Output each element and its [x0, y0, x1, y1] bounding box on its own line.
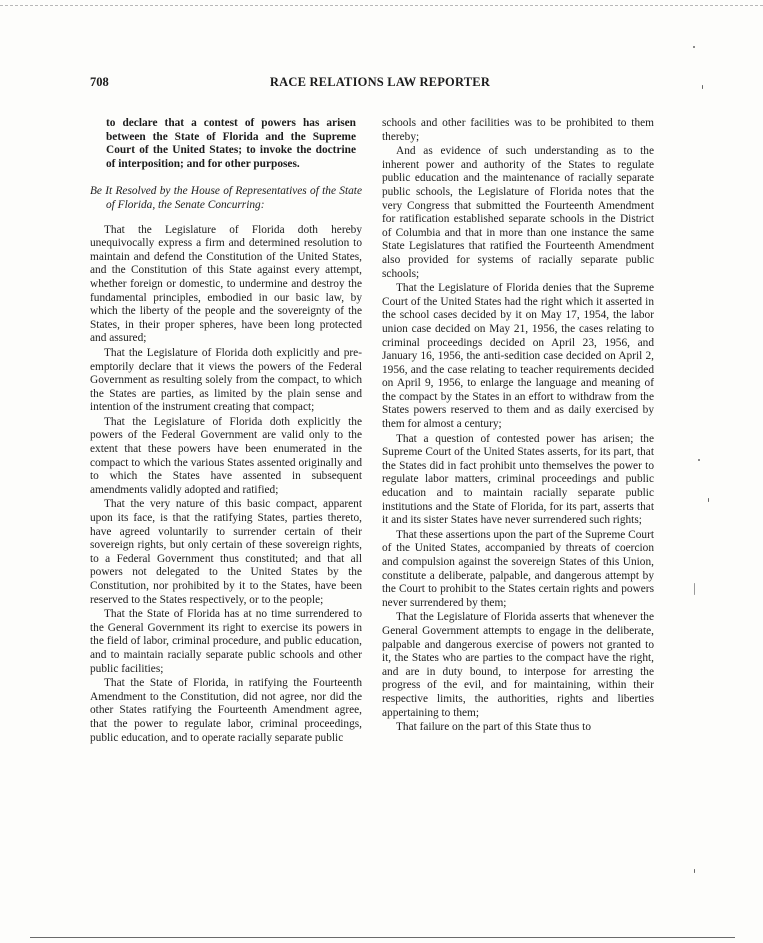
scan-speck — [693, 46, 695, 48]
paragraph: That the State of Florida, in ratifying the Fourteenth Amendment to the Constitution, did not agree, nor did the other States ratifying the Fourteenth Amendment agree, that the power to regulate labor, criminal proceedings, public education, and to operate racially separate public — [90, 677, 362, 744]
right-column — [382, 117, 654, 735]
running-head: RACE RELATIONS LAW REPORTER — [269, 75, 491, 89]
resolution-title: to declare that a contest of powers has arisen between the State of Florida and the Supreme Court of the United States; to invoke the doctrine of interposition; and for other purposes. — [106, 117, 356, 170]
paragraph: That the Legislature of Florida denies that the Supreme Court of the United States had the right which it asserted in the school cases decided by it on May 17, 1954, the labor union case decided on May 21, 1956, the cases relating to criminal proceedings decided on April 23, 1956, and January 16, 1956, the anti-sedition case decided on April 2, 1956, and the case relating to teacher requirements decided on April 9, 1956, to enlarge the language and meaning of the compact by the States in an effort to withdraw from the States powers reserved to them and as daily exercised by them for almost a century; — [382, 282, 654, 431]
page-header — [90, 75, 670, 91]
paragraph: That the Legislature of Florida asserts that whenever the General Government attempts to engage in the deliberate, palpable and dangerous exercise of powers not granted to it, the States who are parties to the compact have the right, and are in duty bound, to interpose for arresting the progress of the evil, and for maintaining, within their respective limits, the authorities, rights and liberties appertaining to them; — [382, 611, 654, 719]
scan-speck — [694, 583, 695, 595]
paragraph: That the Legislature of Florida doth explicitly and pre-emptorily declare that it views the powers of the Federal Government as resulting solely from the compact, to which the States are parties, as limited by the plain sense and intention of the instrument creating that compact; — [90, 346, 362, 414]
page-number: 708 — [90, 75, 109, 89]
left-column — [90, 117, 362, 745]
scan-speck — [694, 869, 695, 873]
paragraph: That a question of contested power has arisen; the Supreme Court of the United States asserts, for its part, that the States did in fact prohibit unto themselves the power to regulate labor matters, criminal proceedings and public education and to maintain racially separate public institutions and the State of Florida, for its part, asserts that it and its sister States have never surrendered such rights; — [382, 432, 654, 527]
paragraph: That the Legislature of Florida doth explicitly the powers of the Federal Government are valid only to the extent that these powers have been enumerated in the compact to which the various States assented originally and to which the States have assented in subsequent amendments validly adopted and ratified; — [90, 415, 362, 496]
paragraph: That the State of Florida has at no time surrendered to the General Government its right to exercise its powers in the field of labor, criminal procedure, and public education, and to maintain racially separate public schools and other public facilities; — [90, 608, 362, 675]
paragraph: That these assertions upon the part of the Supreme Court of the United States, accompanied by threats of coercion and compulsion against the sovereign States of this Union, constitute a deliberate, palpable, and dangerous attempt by the Court to prohibit to the States certain rights and powers never surrendered by them; — [382, 528, 655, 609]
paragraph: That the Legislature of Florida doth hereby unequivocally express a firm and determined resolution to maintain and defend the Constitution of the United States, and the Constitution of this State against every attempt, whether foreign or domestic, to undermine and destroy the fundamental principles, embodied in our basic law, by which the liberty of the people and the sovereignty of the States, in their proper spheres, have been long protected and assured; — [90, 223, 362, 345]
paragraph: And as evidence of such understanding as to the inherent power and authority of the States to regulate public education and the maintenance of racially separate public schools, the Legislature of Florida notes that the very Congress that submitted the Fourteenth Amendment for ratification established separate schools in the District of Columbia and that in more than one instance the same State Legislatures that ratified the Fourteenth Amendment also provided for systems of racially separate public schools; — [382, 145, 654, 280]
scan-speck — [698, 459, 700, 461]
scan-speck — [708, 498, 709, 502]
scan-bottom-edge — [30, 937, 735, 938]
continued-paragraph: schools and other facilities was to be prohibited to them thereby; — [382, 117, 654, 143]
scan-top-edge — [0, 5, 763, 6]
paragraph: That failure on the part of this State thus to — [396, 721, 592, 734]
scan-speck — [702, 85, 703, 89]
resolving-clause: Be It Resolved by the House of Representatives of the State of Florida, the Senate Concurring: — [90, 185, 362, 211]
paragraph: That the very nature of this basic compact, apparent upon its face, is that the ratifying States, parties thereto, have agreed voluntarily to surrender certain of their sovereign rights, but only certain of these sovereign rights, to a Federal Government thus constituted; and that all powers not delegated to the United States by the Constitution, nor prohibited by it to the States, have been reserved to the States respectively, or to the people; — [90, 498, 362, 606]
